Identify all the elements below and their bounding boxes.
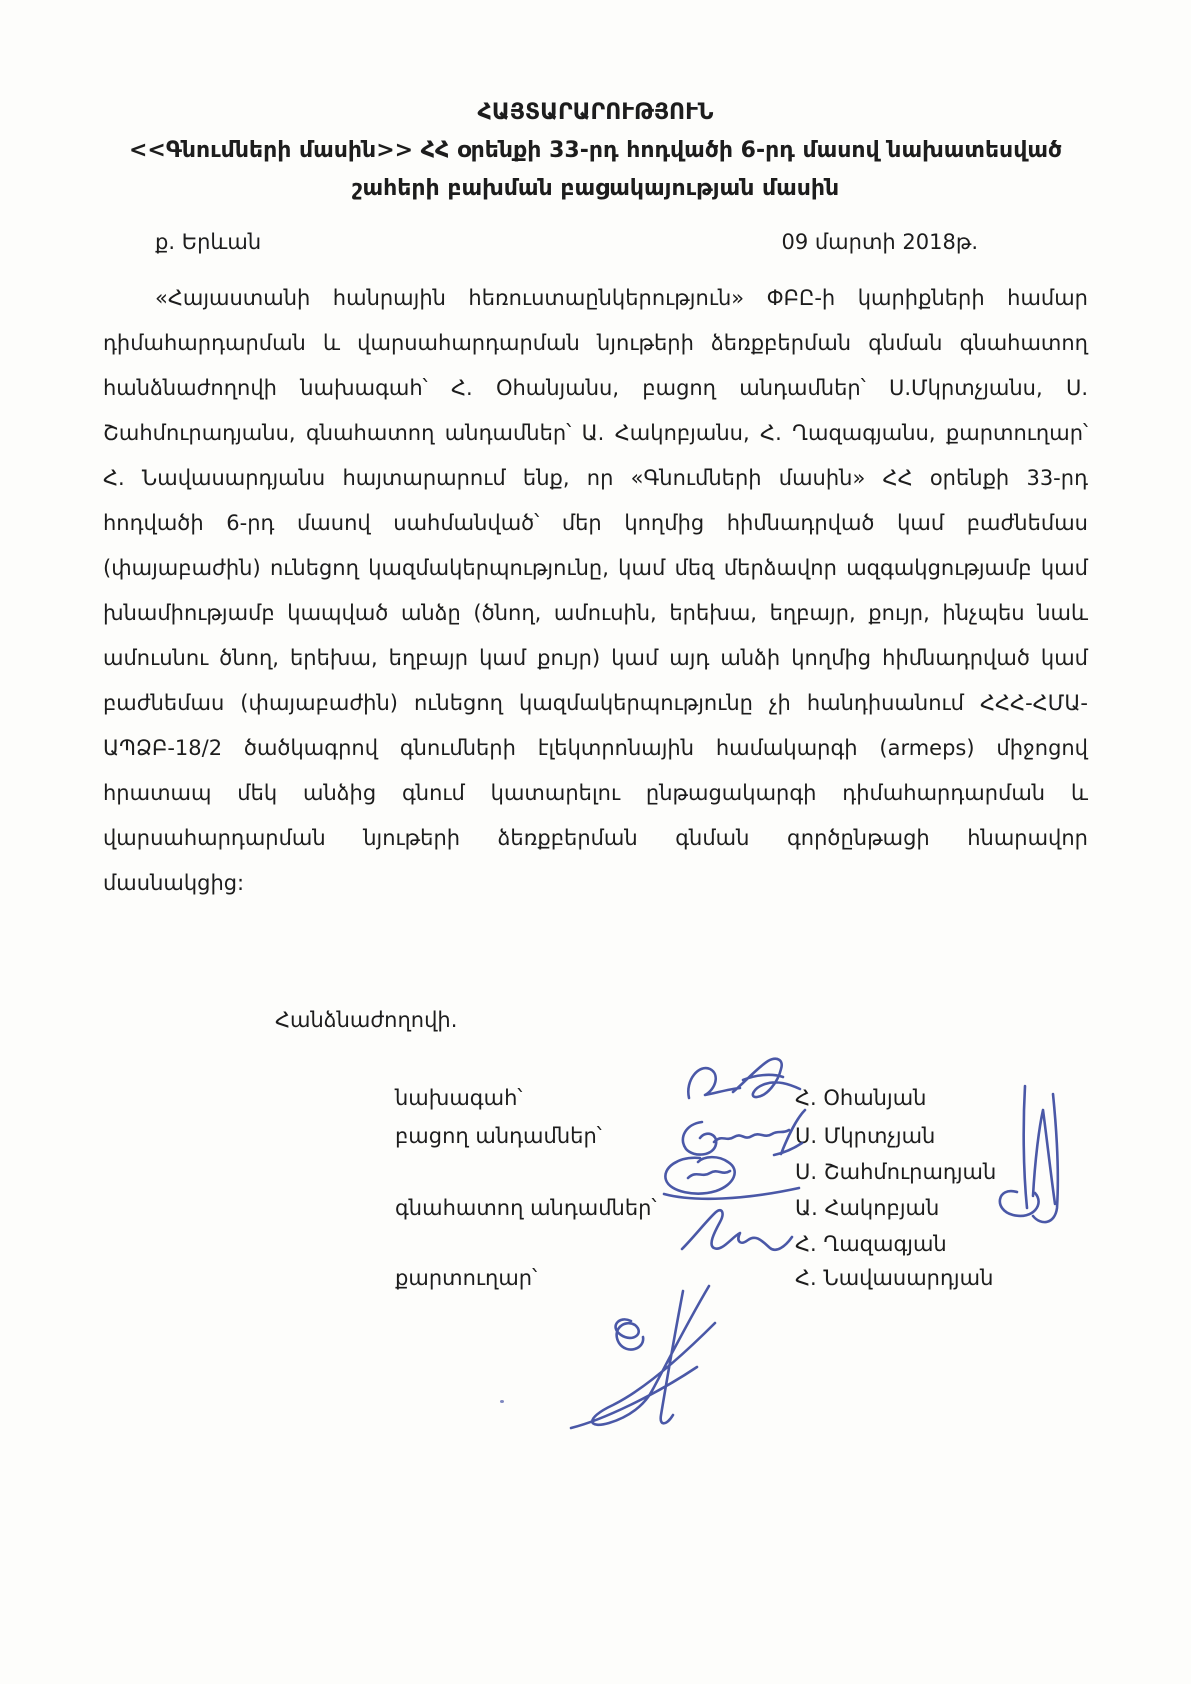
signatory-name-hakobyan: Ա. Հակոբյան (795, 1196, 940, 1220)
signatory-role-evaluating-members: գնահատող անդամներ՝ (395, 1196, 657, 1220)
title-line-2: <<Գնումների մասին>> ՀՀ օրենքի 33-րդ հոդվածի 6-րդ մասով նախատեսված (128, 138, 1063, 163)
document-title (103, 94, 1088, 208)
signature-right-margin-ink (983, 1074, 1085, 1234)
title-line-1: ՀԱՅՏԱՐԱՐՈՒԹՅՈՒՆ (477, 100, 714, 125)
signature-ghazagyan-ink (678, 1203, 796, 1259)
committee-label: Հանձնաժողովի. (275, 1008, 458, 1032)
date-label: 09 մարտի 2018թ. (781, 230, 978, 254)
signatory-name-shahmuradyan: Ս. Շահմուրադյան (795, 1160, 997, 1184)
signatory-role-opening-members: բացող անդամներ՝ (395, 1124, 602, 1148)
place-label: ք. Երևան (155, 230, 262, 254)
body-paragraph: «Հայաստանի հանրային հեռուստաընկերություն» ՓԲԸ-ի կարիքների համար դիմահարդարման և վարսահարդարման նյութերի ձեռքբերման գնման գնահատող հանձնաժողովի նախագահ՝ Հ. Օհանյանս, բացող անդամներ՝ Ս.Մկրտչյանս, Ս. Շահմուրադյանս, գնահատող անդամներ՝ Ա. Հակոբյանս, Հ. Ղազագյանս, քարտուղար՝ Հ. Նավասարդյանս հայտարարում ենք, որ «Գնումների մասին» ՀՀ օրենքի 33-րդ հոդվածի 6-րդ մասով սահմանված՝ մեր կողմից հիմնադրված կամ բաժնեմաս (փայաբաժին) ունեցող կազմակերպությունը, կամ մեզ մերձավոր ազգակցությամբ կամ խնամիությամբ կապված անձը (ծնող, ամուսին, երեխա, եղբայր, քույր, ինչպես նաև ամուսնու ծնող, երեխա, եղբայր կամ քույր) կամ այդ անձի կողմից հիմնադրված կամ բաժնեմաս (փայաբաժին) ունեցող կազմակերպությունը չի հանդիսանում ՀՀՀ-ՀՄԱ-ԱՊՁԲ-18/2 ծածկագրով գնումների էլեկտրոնային համակարգի (armeps) միջոցով հրատապ մեկ անձից գնում կատարելու ընթացակարգի դիմահարդարման և վարսահարդարման նյութերի ձեռքբերման գնման գործընթացի հնարավոր մասնակցից: (103, 286, 1088, 895)
signature-navasardyan-ink (563, 1283, 770, 1433)
signature-mkrtchyan-ink (676, 1108, 810, 1162)
ink-dot (500, 1400, 504, 1403)
signatory-name-navasardyan: Հ. Նավասարդյան (795, 1266, 994, 1290)
signature-ohanyan-ink (683, 1056, 805, 1112)
signatory-name-mkrtchyan: Ս. Մկրտչյան (795, 1124, 936, 1148)
title-line-3: շահերի բախման բացակայության մասին (351, 176, 840, 201)
signatory-name-ghazagyan: Հ. Ղազագյան (795, 1232, 947, 1256)
signatory-name-ohanyan: Հ. Օհանյան (795, 1086, 927, 1110)
signatory-role-chairman: նախագահ՝ (395, 1086, 523, 1110)
signatory-role-secretary: քարտուղար՝ (395, 1266, 538, 1290)
place-date-row (103, 230, 1088, 254)
signature-shahmuradyan-ink (658, 1150, 804, 1202)
